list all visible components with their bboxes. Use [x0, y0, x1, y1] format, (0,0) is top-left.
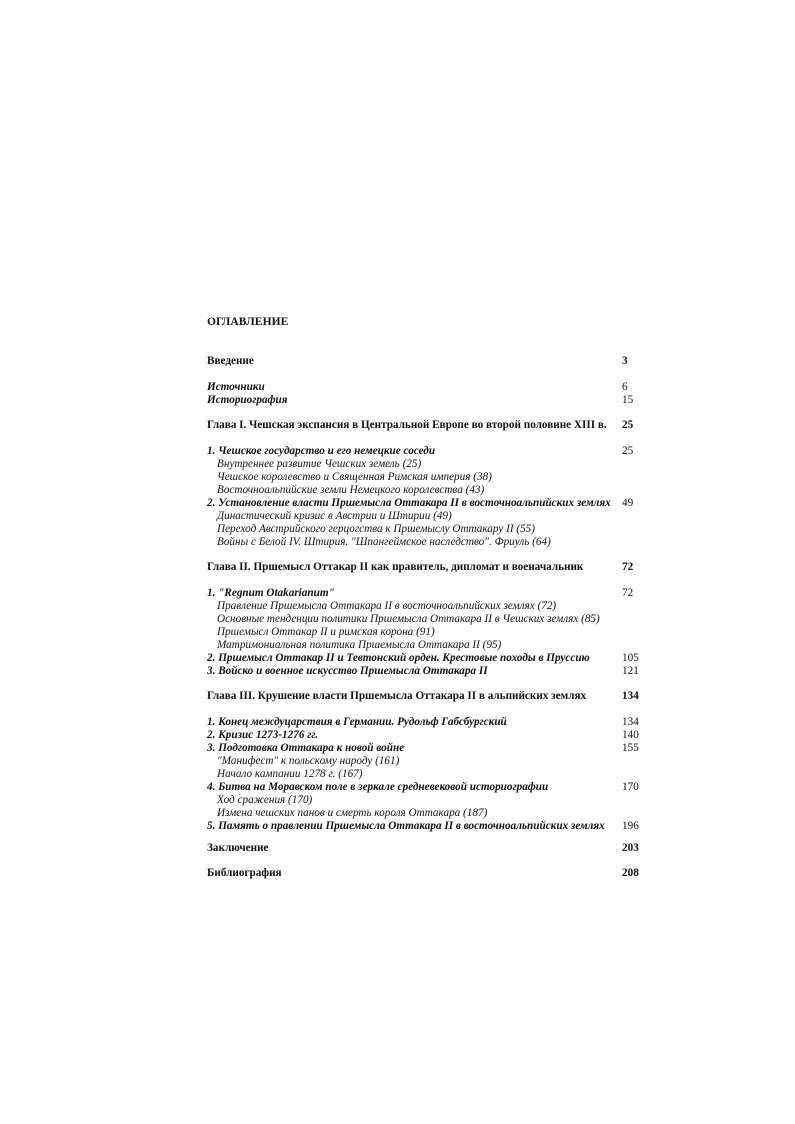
toc-page-number: 196 [622, 820, 639, 832]
toc-page-number: 49 [622, 497, 634, 509]
toc-entry-title: Основные тенденции политики Пршемысла Оттакара II в Чешских землях (85) [217, 613, 600, 625]
toc-page-number: 140 [622, 729, 639, 741]
toc-entry-title: 1. Чешское государство и его немецкие соседи [207, 445, 436, 457]
toc-page-number: 208 [622, 867, 639, 879]
toc-entry-title: 2. Пршемысл Оттакар II и Тевтонский орден. Крестовые походы в Пруссию [207, 652, 590, 664]
page-title: ОГЛАВЛЕНИЕ [207, 316, 289, 328]
toc-entry-title: 1. Конец междуцарствия в Германии. Рудольф Габсбургский [207, 716, 507, 728]
toc-entry-title: Войны с Белой IV. Штирия. "Шпангеймское наследство". Фриуль (64) [217, 536, 551, 548]
toc-page-number: 203 [622, 842, 639, 854]
toc-entry-title: Внутреннее развитие Чешских земель (25) [217, 458, 422, 470]
toc-page-number: 72 [622, 561, 634, 573]
toc-entry-title: Библиография [207, 867, 282, 879]
toc-entry-title: Начало кампании 1278 г. (167) [217, 768, 363, 780]
toc-entry-title: 4. Битва на Моравском поле в зеркале средневековой историографии [207, 781, 549, 793]
toc-entry-title: Ход сражения (170) [217, 794, 313, 806]
toc-page-number: 170 [622, 781, 639, 793]
toc-entry-title: 5. Память о правлении Пршемысла Оттакара II в восточноальпийских землях [207, 820, 605, 832]
toc-page-number: 3 [622, 355, 628, 367]
toc-entry-title: Переход Австрийского герцогства к Пршемыслу Оттакару II (55) [217, 523, 535, 535]
toc-entry-title: Матримониальная политика Пршемысла Оттакара II (95) [217, 639, 502, 651]
toc-entry-title: 2. Кризис 1273-1276 гг. [207, 729, 319, 741]
toc-page-number: 121 [622, 665, 639, 677]
toc-entry-title: Глава II. Пршемысл Оттакар II как правитель, дипломат и военачальник [207, 561, 584, 573]
toc-entry-title: Глава III. Крушение власти Пршемысла Оттакара II в альпийских землях [207, 690, 587, 702]
toc-entry-title: Историография [207, 394, 288, 406]
toc-entry-title: Пршемысл Оттакар II и римская корона (91) [217, 626, 435, 638]
toc-entry-title: Восточноальпийские земли Немецкого королевства (43) [217, 484, 485, 496]
toc-entry-title: Правление Пршемысла Оттакара II в восточноальпийских землях (72) [217, 600, 557, 612]
toc-page-number: 134 [622, 690, 639, 702]
toc-entry-title: 3. Войско и военное искусство Пршемысла Оттакара II [207, 665, 488, 677]
toc-entry-title: Измена чешских панов и смерть короля Оттакара (187) [217, 807, 488, 819]
toc-entry-title: Заключение [207, 842, 269, 854]
toc-page-number: 6 [622, 381, 628, 393]
toc-page-number: 25 [622, 419, 634, 431]
toc-page-number: 25 [622, 445, 634, 457]
toc-entry-title: Династический кризис в Австрии и Штирии (49) [217, 510, 452, 522]
toc-entry-title: 1. "Regnum Otakarianum" [207, 587, 335, 599]
toc-page-number: 134 [622, 716, 639, 728]
toc-page-number: 155 [622, 742, 639, 754]
toc-page-number: 72 [622, 587, 634, 599]
toc-entry-title: Введение [207, 355, 254, 367]
toc-entry-title: Чешское королевство и Священная Римская империя (38) [217, 471, 492, 483]
toc-entry-title: "Манифест" к польскому народу (161) [217, 755, 400, 767]
toc-entry-title: Источники [207, 381, 265, 393]
toc-page-number: 15 [622, 394, 634, 406]
toc-entry-title: 3. Подготовка Оттакара к новой войне [207, 742, 405, 754]
toc-entry-title: Глава I. Чешская экспансия в Центральной Европе во второй половине XIII в. [207, 419, 607, 431]
toc-page-number: 105 [622, 652, 639, 664]
toc-entry-title: 2. Установление власти Пршемысла Оттакара II в восточноальпийских землях [207, 497, 611, 509]
